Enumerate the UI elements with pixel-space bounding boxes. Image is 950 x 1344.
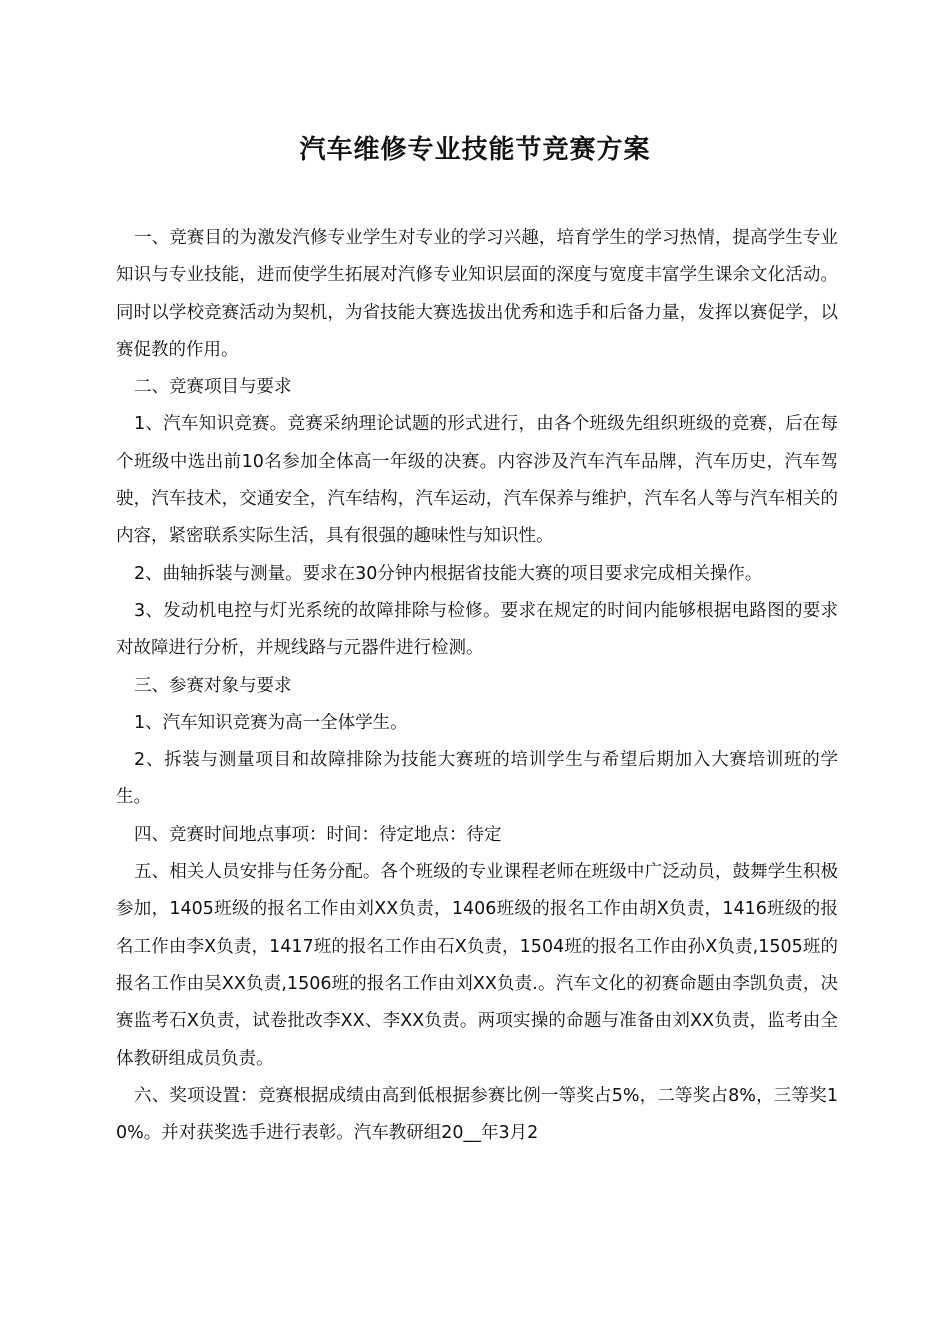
paragraph-time-location: 四、竞赛时间地点事项：时间：待定地点：待定 bbox=[134, 824, 502, 845]
heading-participants: 三、参赛对象与要求 bbox=[134, 675, 292, 696]
paragraph-participants-1: 1、汽车知识竞赛为高一全体学生。 bbox=[134, 712, 408, 733]
paragraph-purpose: 一、竞赛目的为激发汽修专业学生对专业的学习兴趣，培育学生的学习热情，提高学生专业知识与专业技能，进而使学生拓展对汽修专业知识层面的深度与宽度丰富学生课余文化活动。同时以学校竞赛活动为契机，为省技能大赛选拔出优秀和选手和后备力量，发挥以赛促学，以赛促教的作用。 bbox=[116, 228, 838, 360]
paragraph-staff-assignment: 五、相关人员安排与任务分配。各个班级的专业课程老师在班级中广泛动员，鼓舞学生积极参加，1405班级的报名工作由刘XX负责，1406班级的报名工作由胡X负责，1416班级的报名工作由李X负责，1417班的报名工作由石X负责，1504班的报名工作由孙X负责,1505班的报名工作由吴XX负责,1506班的报名工作由刘XX负责.。汽车文化的初赛命题由李凯负责，决赛监考石X负责，试卷批改李XX、李XX负责。两项实操的命题与准备由刘XX负责，监考由全体教研组成员负责。 bbox=[116, 862, 838, 1069]
paragraph-item-1: 1、汽车知识竞赛。竞赛采纳理论试题的形式进行，由各个班级先组织班级的竞赛，后在每个班级中选出前10名参加全体高一年级的决赛。内容涉及汽车汽车品牌，汽车历史，汽车驾驶，汽车技术，交通安全，汽车结构，汽车运动，汽车保养与维护，汽车名人等与汽车相关的内容，紧密联系实际生活，具有很强的趣味性与知识性。 bbox=[116, 414, 838, 547]
document-title: 汽车维修专业技能节竞赛方案 bbox=[299, 135, 651, 165]
document-body bbox=[116, 220, 838, 1152]
paragraph-item-2: 2、曲轴拆装与测量。要求在30分钟内根据省技能大赛的项目要求完成相关操作。 bbox=[134, 563, 763, 584]
heading-items-requirements: 二、竞赛项目与要求 bbox=[134, 377, 292, 398]
paragraph-participants-2: 2、拆装与测量项目和故障排除为技能大赛班的培训学生与希望后期加入大赛培训班的学生。 bbox=[116, 750, 838, 808]
paragraph-awards: 六、奖项设置：竞赛根据成绩由高到低根据参赛比例一等奖占5%，二等奖占8%，三等奖10%。并对获奖选手进行表彰。汽车教研组20__年3月2 bbox=[116, 1085, 838, 1144]
paragraph-item-3: 3、发动机电控与灯光系统的故障排除与检修。要求在规定的时间内能够根据电路图的要求对故障进行分析，并规线路与元器件进行检测。 bbox=[116, 600, 838, 659]
